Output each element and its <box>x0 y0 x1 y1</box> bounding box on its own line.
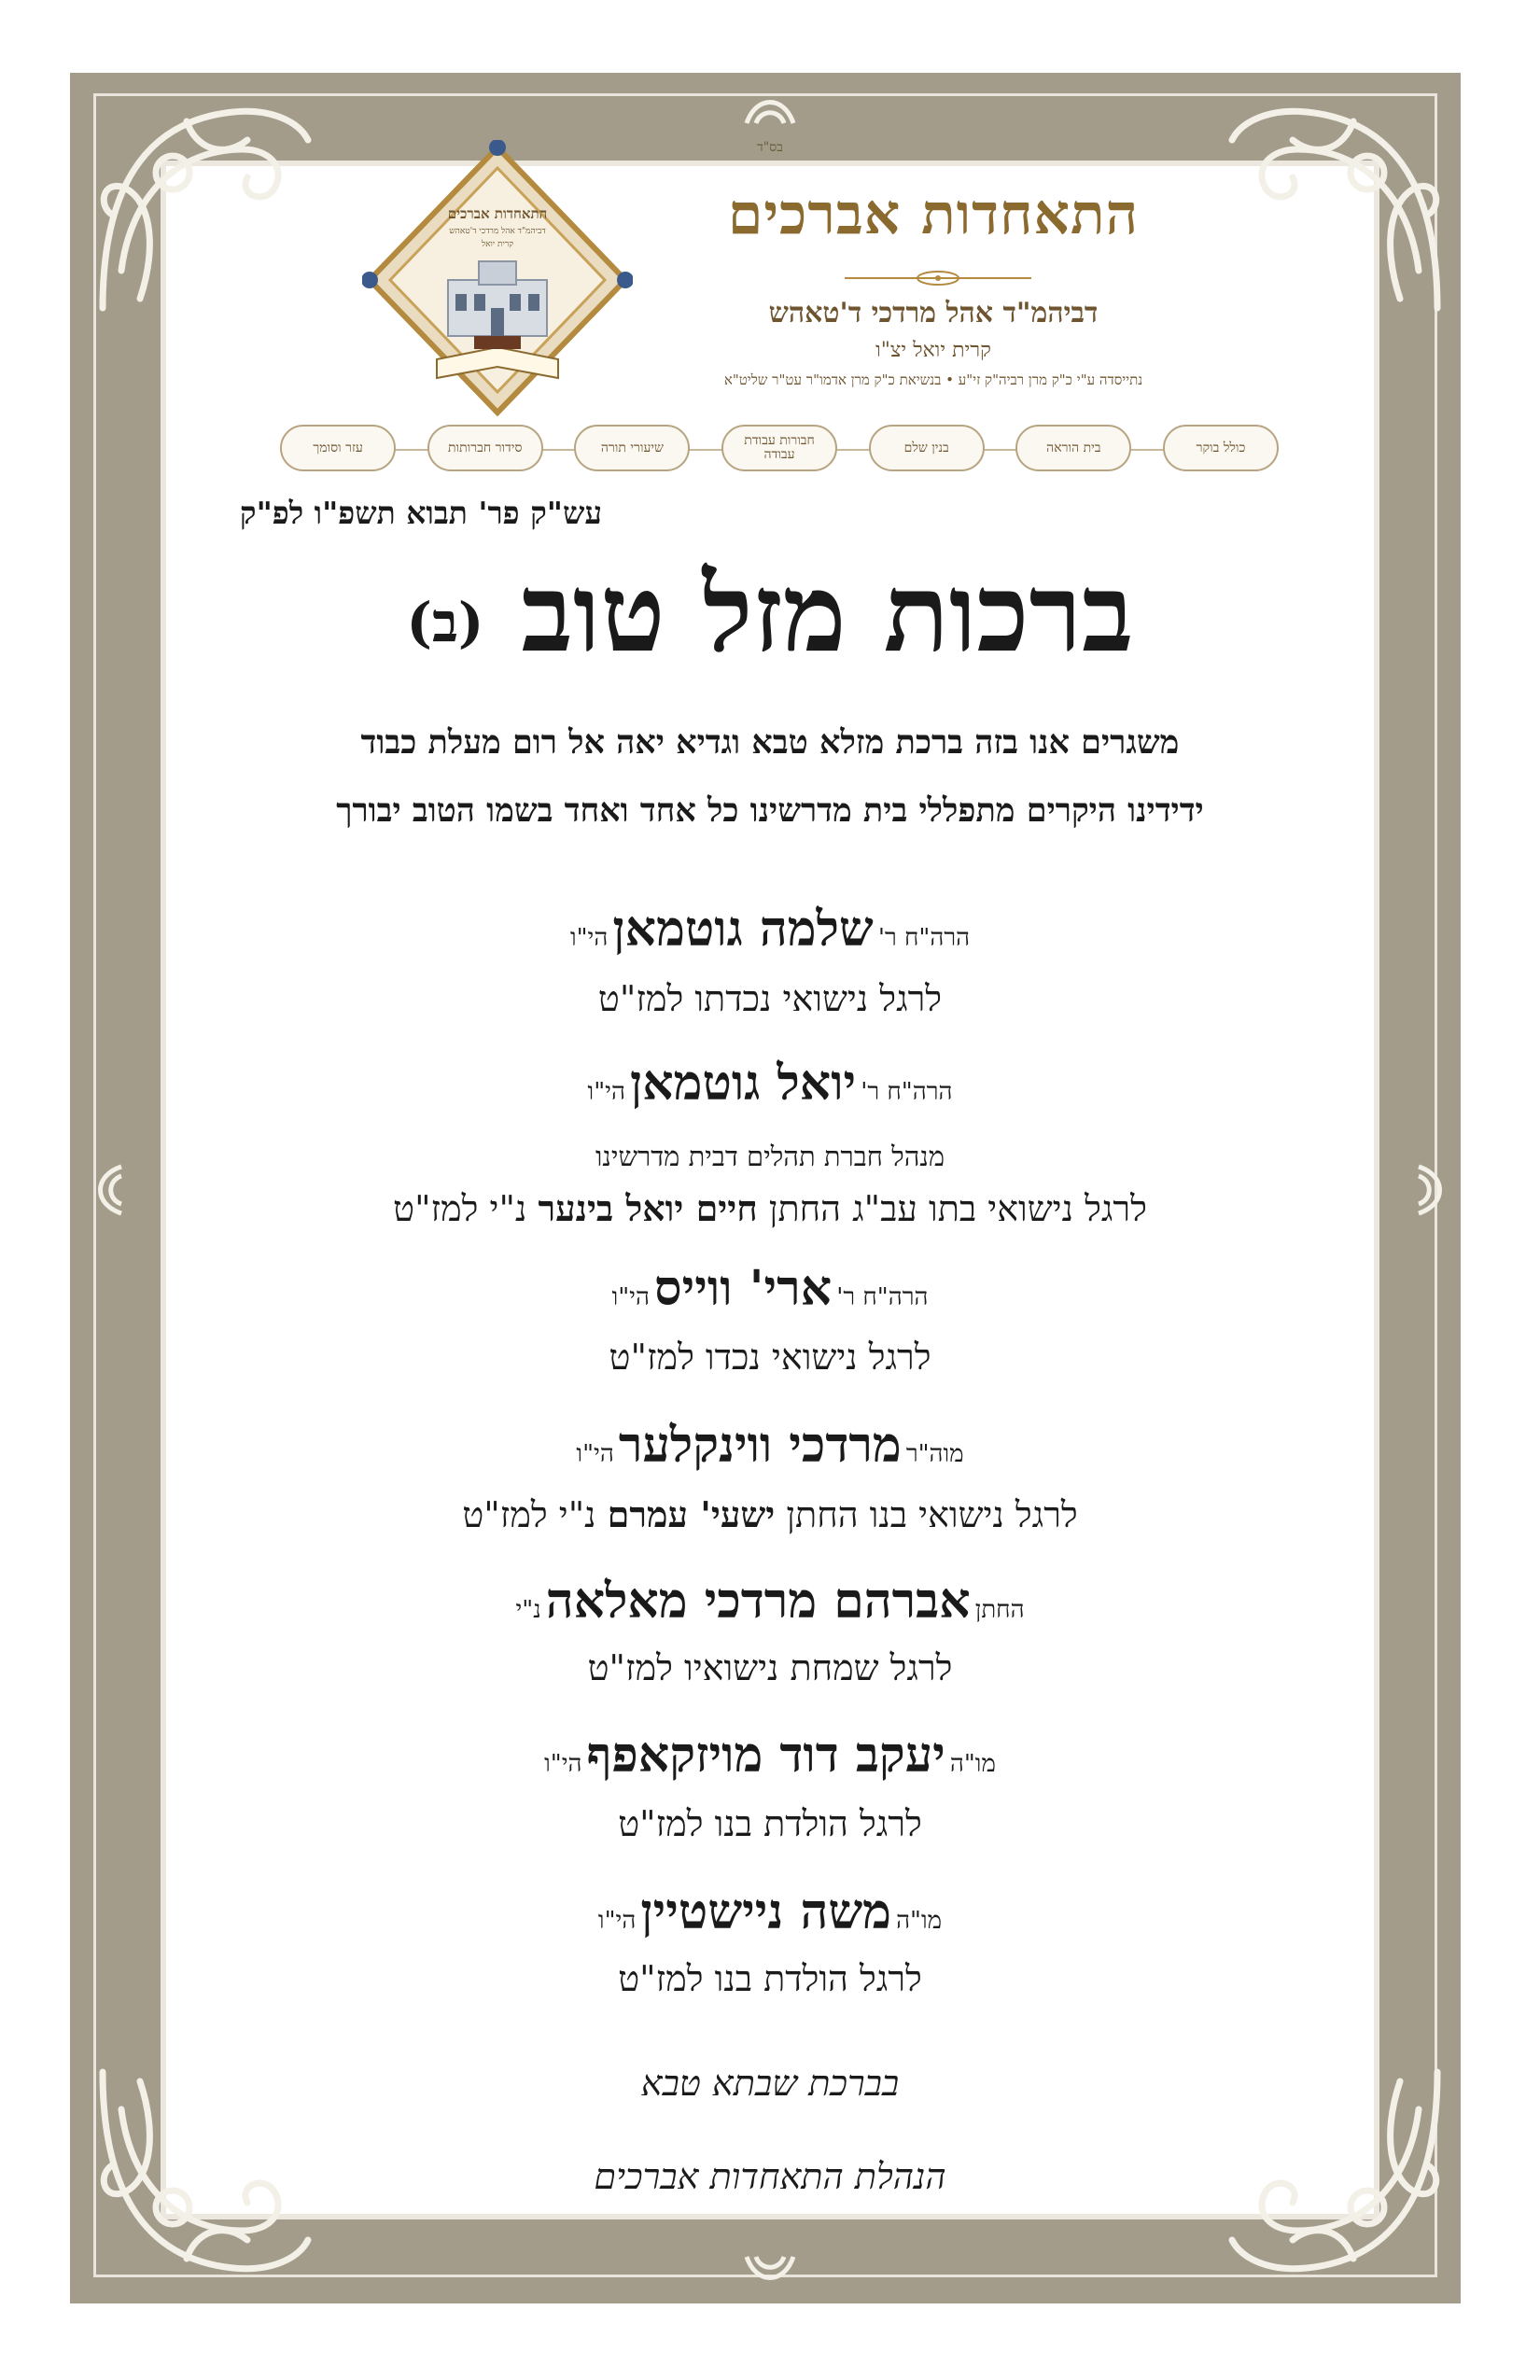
entry-prefix: מוה"ר <box>905 1440 964 1468</box>
entry-suffix: הי"ו <box>544 1750 582 1778</box>
entry-name: יואל גוטמאן <box>630 1055 857 1112</box>
top-ornament-icon <box>742 86 798 142</box>
entry-occasion: לרגל שמחת נישואיו למז"ט <box>587 1647 953 1688</box>
organization-emblem <box>362 140 633 420</box>
organization-founded: נתייסדה ע"י כ"ק מרן רביה"ק זי"ע • בנשיאת כ"ק מרן אדמו"ר עט"ר שליט"א <box>723 371 1143 388</box>
closing-blessing: בברכת שבתא טבא <box>640 2063 900 2104</box>
entry-suffix: הי"ו <box>597 1907 637 1935</box>
entry-name-line <box>233 1417 1307 1474</box>
page-title <box>280 551 1260 677</box>
entry-name-line <box>233 1883 1307 1940</box>
entry-occasion-pre: לרגל נישואי בתו עב"ג החתן <box>768 1188 1147 1229</box>
entry-occasion: לרגל הולדת בנו למז"ט <box>618 1803 922 1844</box>
entry-suffix: הי"ו <box>611 1283 650 1311</box>
entry-prefix: מו"ה <box>896 1907 943 1935</box>
left-ornament-icon <box>84 1162 140 1218</box>
entry-name: מרדכי ווינקלער <box>618 1417 902 1474</box>
entry-name: אברהם מרדכי מאלאה <box>545 1573 971 1630</box>
entry-occasion: לרגל נישואי נכדו למז"ט <box>609 1337 931 1378</box>
nav-item-morning-kollel: כולל בוקר <box>1163 425 1279 471</box>
entry-name-line <box>233 1727 1307 1784</box>
organization-subtitle: דביהמ"ד אהל מרדכי ד'טאהש <box>768 297 1099 329</box>
entry-role: מנהל חברת תהלים דבית מדרשינו <box>595 1141 945 1172</box>
entry-occasion-post: נ"י למז"ט <box>393 1188 527 1229</box>
entry-occasion <box>233 1493 1307 1536</box>
corner-ornament-icon <box>1213 2053 1456 2296</box>
organization-title: התאחדות אברכים <box>727 182 1140 247</box>
nav-item-chavrusos: סידור חברותות <box>427 425 543 471</box>
intro-line-1: משגרים אנו בזה ברכת מזלא טבא וגדיא יאה אל רום מעלת כבוד <box>360 723 1180 762</box>
entry-occasion <box>233 1187 1307 1230</box>
entry-occasion-name: ישעי' עמרם <box>607 1493 776 1535</box>
organization-city: קרית יואל יצ"ו <box>875 339 991 362</box>
emblem-line1: דביהמ"ד אהל מרדכי ד'טאהש <box>449 227 546 236</box>
nav-item-binyan-shalem: בנין שלם <box>869 425 985 471</box>
nav-item-chaburos: חבורות עבודת עבודה <box>721 425 837 471</box>
entry-prefix: הרה"ח ר' <box>861 1078 953 1106</box>
corner-ornament-icon <box>84 84 327 327</box>
page-title-text: ברכות מזל טוב <box>521 551 1134 677</box>
entry-suffix: נ"י <box>515 1596 541 1624</box>
entry-name: ארי' ווייס <box>654 1260 833 1317</box>
page-title-number: (ב) <box>406 591 484 655</box>
right-ornament-icon <box>1400 1162 1456 1218</box>
nav-item-ezer-vsomech: עזר וסומך <box>280 425 396 471</box>
entry-occasion-pre: לרגל נישואי בנו החתן <box>786 1494 1078 1535</box>
entry-occasion-name: חיים יואל בינער <box>538 1187 758 1229</box>
closing-signature: הנהלת התאחדות אברכים <box>594 2156 946 2197</box>
corner-ornament-icon <box>84 2053 327 2296</box>
entry-name: יעקב דוד מויזקאפף <box>586 1727 945 1784</box>
entry-name-line <box>233 901 1307 958</box>
entry-prefix: הרה"ח ר' <box>877 924 971 952</box>
bsd-mark: בס"ד <box>757 140 783 155</box>
nav-item-beis-horaah: בית הוראה <box>1015 425 1131 471</box>
entry-occasion-post: נ"י למז"ט <box>462 1494 596 1535</box>
emblem-line2: קרית יואל <box>481 240 514 249</box>
entry-prefix: החתן <box>974 1596 1025 1624</box>
intro-line-2: ידידינו היקרים מתפללי בית מדרשינו כל אחד ואחד בשמו הטוב יבורך <box>336 791 1204 830</box>
bottom-ornament-icon <box>742 2238 798 2294</box>
entry-occasion: לרגל הולדת בנו למז"ט <box>618 1958 922 1999</box>
entry-name: משה ניישטיין <box>640 1883 891 1940</box>
entry-name: שלמה גוטמאן <box>612 901 874 958</box>
corner-ornament-icon <box>1213 84 1456 327</box>
entry-suffix: הי"ו <box>587 1078 625 1106</box>
entry-name-line <box>233 1573 1307 1630</box>
emblem-title: התאחדות אברכים <box>447 205 548 222</box>
entry-occasion: לרגל נישואי נכדתו למז"ט <box>597 978 943 1019</box>
department-nav <box>280 425 1279 475</box>
parsha-date: עש"ק פר' תבוא תשפ"ו לפ"ק <box>239 495 602 531</box>
entry-suffix: הי"ו <box>569 924 609 952</box>
entry-name-line <box>233 1055 1307 1112</box>
nav-item-shiurei-torah: שיעורי תורה <box>574 425 690 471</box>
entry-name-line <box>233 1260 1307 1317</box>
entry-prefix: הרה"ח ר' <box>836 1283 929 1311</box>
entry-suffix: הי"ו <box>576 1440 614 1468</box>
entry-prefix: מו"ה <box>949 1750 996 1778</box>
title-divider-icon <box>845 269 1031 287</box>
